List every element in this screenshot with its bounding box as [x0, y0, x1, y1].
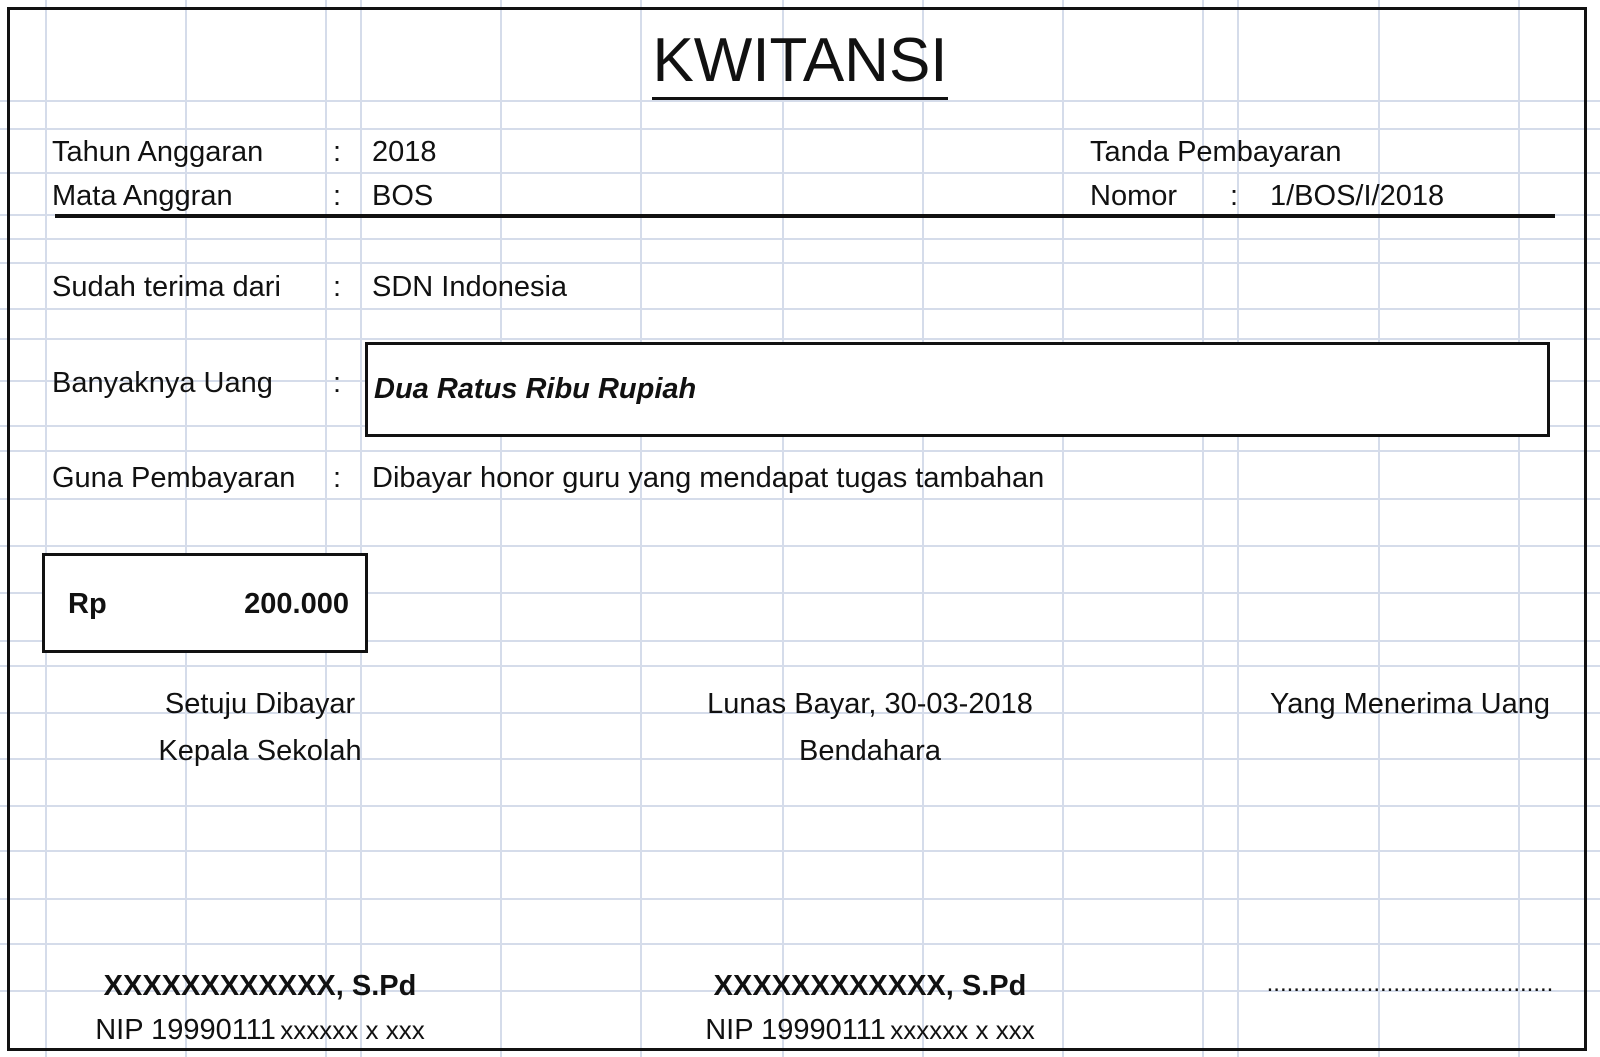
grid-line	[0, 498, 1600, 500]
grid-line	[0, 665, 1600, 667]
signature-left-name: XXXXXXXXXXXX, S.Pd	[103, 970, 417, 1002]
grid-line	[0, 545, 1600, 547]
amount-value: 200.000	[244, 588, 349, 620]
tahun-anggaran-separator: :	[333, 136, 342, 168]
grid-line	[0, 898, 1600, 900]
grid-line	[0, 805, 1600, 807]
nomor-label: Nomor	[1090, 180, 1178, 212]
grid-line	[0, 850, 1600, 852]
signature-middle-line1: Lunas Bayar, 30-03-2018	[707, 688, 1033, 720]
nomor-separator: :	[1230, 180, 1239, 212]
header-divider	[55, 214, 1555, 218]
guna-pembayaran-separator: :	[333, 462, 342, 494]
banyaknya-uang-separator: :	[333, 367, 342, 399]
guna-pembayaran-label: Guna Pembayaran	[52, 462, 296, 494]
amount-box	[42, 553, 368, 653]
tanda-pembayaran-label: Tanda Pembayaran	[1090, 136, 1342, 168]
grid-line	[0, 238, 1600, 240]
tahun-anggaran-label: Tahun Anggaran	[52, 136, 264, 168]
title-text: KWITANSI	[652, 26, 947, 100]
banyaknya-uang-label: Banyaknya Uang	[52, 367, 273, 399]
signature-middle-line2: Bendahara	[799, 735, 941, 767]
amount-in-words: Dua Ratus Ribu Rupiah	[374, 373, 697, 405]
amount-in-words-box	[365, 342, 1550, 437]
grid-line	[0, 172, 1600, 174]
signature-left-line2: Kepala Sekolah	[158, 735, 362, 767]
signature-right-name: ...........................................	[1266, 972, 1554, 996]
currency-label: Rp	[68, 588, 107, 620]
nomor-value: 1/BOS/I/2018	[1270, 180, 1445, 212]
grid-line	[0, 338, 1600, 340]
sudah-terima-value: SDN Indonesia	[372, 271, 568, 303]
mata-anggaran-separator: :	[333, 180, 342, 212]
grid-line	[0, 128, 1600, 130]
grid-line	[0, 100, 1600, 102]
nip-prefix: NIP 19990111	[705, 1014, 886, 1046]
guna-pembayaran-value: Dibayar honor guru yang mendapat tugas tambahan	[372, 462, 1045, 494]
sudah-terima-separator: :	[333, 271, 342, 303]
nip-suffix: xxxxxx x xxx	[890, 1015, 1035, 1045]
grid-line	[0, 308, 1600, 310]
sudah-terima-label: Sudah terima dari	[52, 271, 281, 303]
mata-anggaran-label: Mata Anggran	[52, 180, 233, 212]
nip-suffix: xxxxxx x xxx	[280, 1015, 425, 1045]
signature-middle-name: XXXXXXXXXXXX, S.Pd	[713, 970, 1027, 1002]
grid-line	[0, 262, 1600, 264]
tahun-anggaran-value: 2018	[372, 136, 437, 168]
grid-line	[0, 450, 1600, 452]
nip-prefix: NIP 19990111	[95, 1014, 276, 1046]
signature-left-nip	[40, 1016, 480, 1045]
grid-line	[0, 943, 1600, 945]
signature-left-line1: Setuju Dibayar	[164, 688, 356, 720]
receipt-title	[0, 26, 1600, 95]
signature-middle-nip	[650, 1016, 1090, 1045]
signature-right-line1: Yang Menerima Uang	[1270, 688, 1550, 720]
mata-anggaran-value: BOS	[372, 180, 434, 212]
